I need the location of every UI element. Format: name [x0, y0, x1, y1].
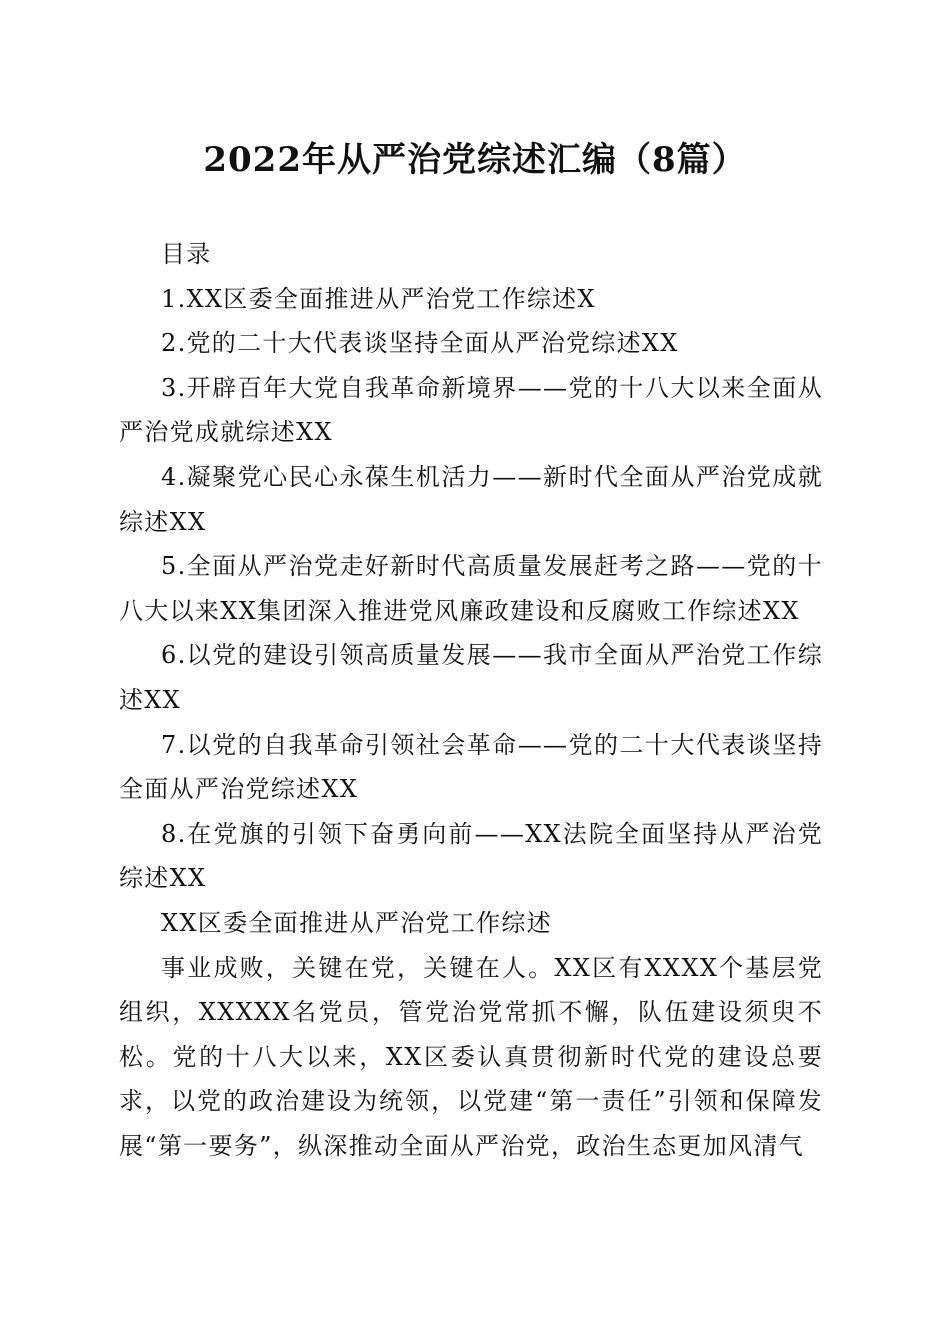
toc-item-6: 6.以党的建设引领高质量发展——我市全面从严治党工作综述XX [119, 641, 823, 714]
toc-item-1: 1.XX区委全面推进从严治党工作综述X [161, 284, 596, 313]
toc-item-7: 7.以党的自我革命引领社会革命——党的二十大代表谈坚持全面从严治党综述XX [119, 730, 823, 804]
body-paragraph: 事业成败，关键在党，关键在人。XX区有XXXX个基层党组织，XXXXX名党员，管党治党常抓不懈，队伍建设须臾不松。党的十八大以来，XX区委认真贯彻新时代党的建设总要求，以党的政治建设为统领，以党建“第一责任”引领和保障发展“第一要务”，纵深推动全面从严治党，政治生态更加风清气 [119, 953, 823, 1160]
toc-item-5: 5.全面从严治党走好新时代高质量发展赶考之路——党的十八大以来XX集团深入推进党风廉政建设和反腐败工作综述XX [119, 552, 823, 625]
toc-item-4: 4.凝聚党心民心永葆生机活力——新时代全面从严治党成就综述XX [119, 462, 823, 536]
toc-item-2: 2.党的二十大代表谈坚持全面从严治党综述XX [161, 329, 679, 358]
toc-heading: 目录 [161, 240, 212, 268]
document-title: 2022年从严治党综述汇编（8篇） [203, 140, 747, 180]
toc-item-8: 8.在党旗的引领下奋勇向前——XX法院全面坚持从严治党综述XX [119, 819, 823, 893]
document-body [119, 232, 823, 1168]
toc-item-3: 3.开辟百年大党自我革命新境界——党的十八大以来全面从严治党成就综述XX [119, 373, 823, 447]
section-title: XX区委全面推进从严治党工作综述 [161, 908, 552, 937]
